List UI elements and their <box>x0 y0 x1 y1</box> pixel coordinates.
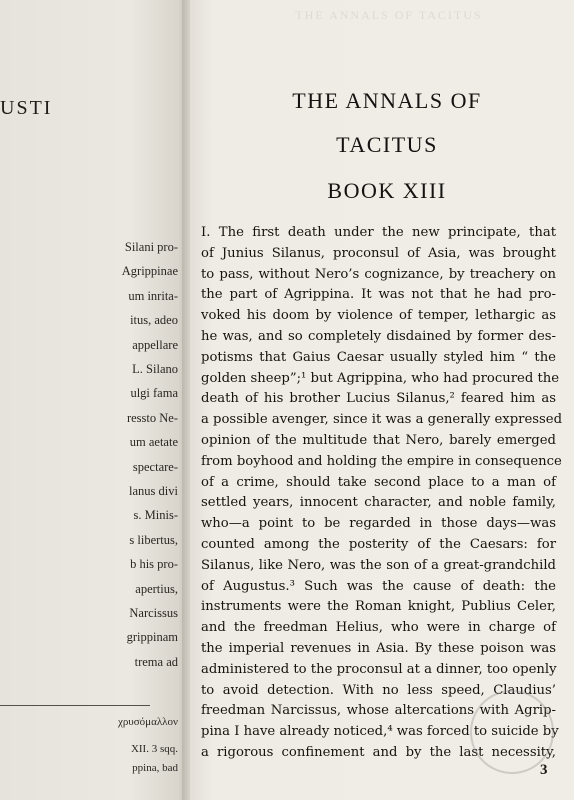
body-text-line: the imperial revenues in Asia. By these poison was <box>201 641 556 656</box>
footnote-rule <box>0 705 150 706</box>
left-page-line: L. Silano <box>132 362 178 376</box>
body-text-line: settled years, innocent character, and noble family, <box>201 495 556 511</box>
body-text-line: of Junius Silanus, proconsul of Asia, was brought <box>201 245 556 261</box>
left-page-footnote: XII. 3 sqq. <box>130 743 178 755</box>
body-text-line: opinion of the multitude that Nero, barely emerged <box>201 433 556 448</box>
title-line-1: THE ANNALS OF <box>292 88 482 113</box>
left-page-line: spectare- <box>132 459 178 474</box>
body-text-line: from boyhood and holding the empire in consequence <box>201 453 562 469</box>
left-page-line: grippinam <box>126 630 178 645</box>
body-text-line: of Augustus.³ Such was the cause of death: the <box>201 578 556 594</box>
body-text-line: administered to the proconsul at a dinner, too openly <box>201 661 557 677</box>
left-page-line: Silani pro- <box>124 240 178 254</box>
body-text-line: who—a point to be regarded in those days—was <box>201 516 556 532</box>
body-text-line: freedman Narcissus, whose altercations with Agrip- <box>201 703 556 719</box>
left-page-line: um aetate <box>129 435 178 450</box>
left-page-footnote: χρυσόμαλλον <box>117 716 178 728</box>
left-page-line: ulgi fama <box>130 386 178 401</box>
left-page-line: um inrita- <box>128 288 178 303</box>
body-text-line: a rigorous confinement and by the last necessity, <box>201 745 556 760</box>
body-text-line: Silanus, like Nero, was the son of a great-grandchild <box>201 557 556 573</box>
body-text-line: the part of Agrippina. It was not that he had pro- <box>201 287 556 303</box>
body-text-line: potisms that Gaius Caesar usually styled him “ the <box>201 349 556 365</box>
body-text-line: a possible avenger, since it was a generally expressed <box>201 412 563 428</box>
body-text-line: counted among the posterity of the Caesars: for <box>201 537 556 552</box>
body-text-line: to avoid detection. With no less speed, Claudius’ <box>201 682 556 698</box>
body-text-line: he was, and so completely disdained by former des- <box>201 329 556 344</box>
body-text-line: to pass, without Nero’s cognizance, by treachery on <box>201 266 556 282</box>
page-number: 3 <box>540 762 548 778</box>
body-text-line: voked his doom by violence of temper, lethargic as <box>201 308 556 324</box>
left-page-heading: USTI <box>0 97 53 119</box>
body-text-line: of a crime, should take second place to a man of <box>201 474 556 490</box>
left-page-line: s libertus, <box>129 532 178 547</box>
left-page-line: itus, adeo <box>130 313 178 328</box>
book-heading: BOOK XIII <box>327 178 447 203</box>
left-page-line: ressto Ne- <box>126 410 178 425</box>
left-page-line: Agrippinae <box>121 264 178 279</box>
body-text-line: instruments were the Roman knight, Publius Celer, <box>201 599 556 615</box>
left-page-line: trema ad <box>134 654 178 669</box>
left-page-line: s. Minis- <box>133 508 178 523</box>
body-text-line: golden sheep”;¹ but Agrippina, who had procured the <box>201 370 560 386</box>
title-line-2: TACITUS <box>336 132 438 157</box>
left-page-line: Narcissus <box>129 606 178 620</box>
left-page-line: apertius, <box>135 581 178 596</box>
body-text-line: death of his brother Lucius Silanus,² feared him as <box>201 391 556 407</box>
left-page-line: lanus divi <box>129 484 178 498</box>
body-text-line: and the freedman Helius, who were in charge of <box>201 620 556 636</box>
body-text-line: I. The first death under the new principate, that <box>201 225 556 240</box>
left-page <box>0 0 186 800</box>
show-through-running-head: THE ANNALS OF TACITUS <box>295 8 483 22</box>
left-page-line: b his pro- <box>130 557 178 572</box>
left-page-line: appellare <box>132 337 178 352</box>
left-page-footnote: ppina, bad <box>132 762 178 774</box>
body-text-line: pina I have already noticed,⁴ was forced to suicide by <box>201 724 559 740</box>
